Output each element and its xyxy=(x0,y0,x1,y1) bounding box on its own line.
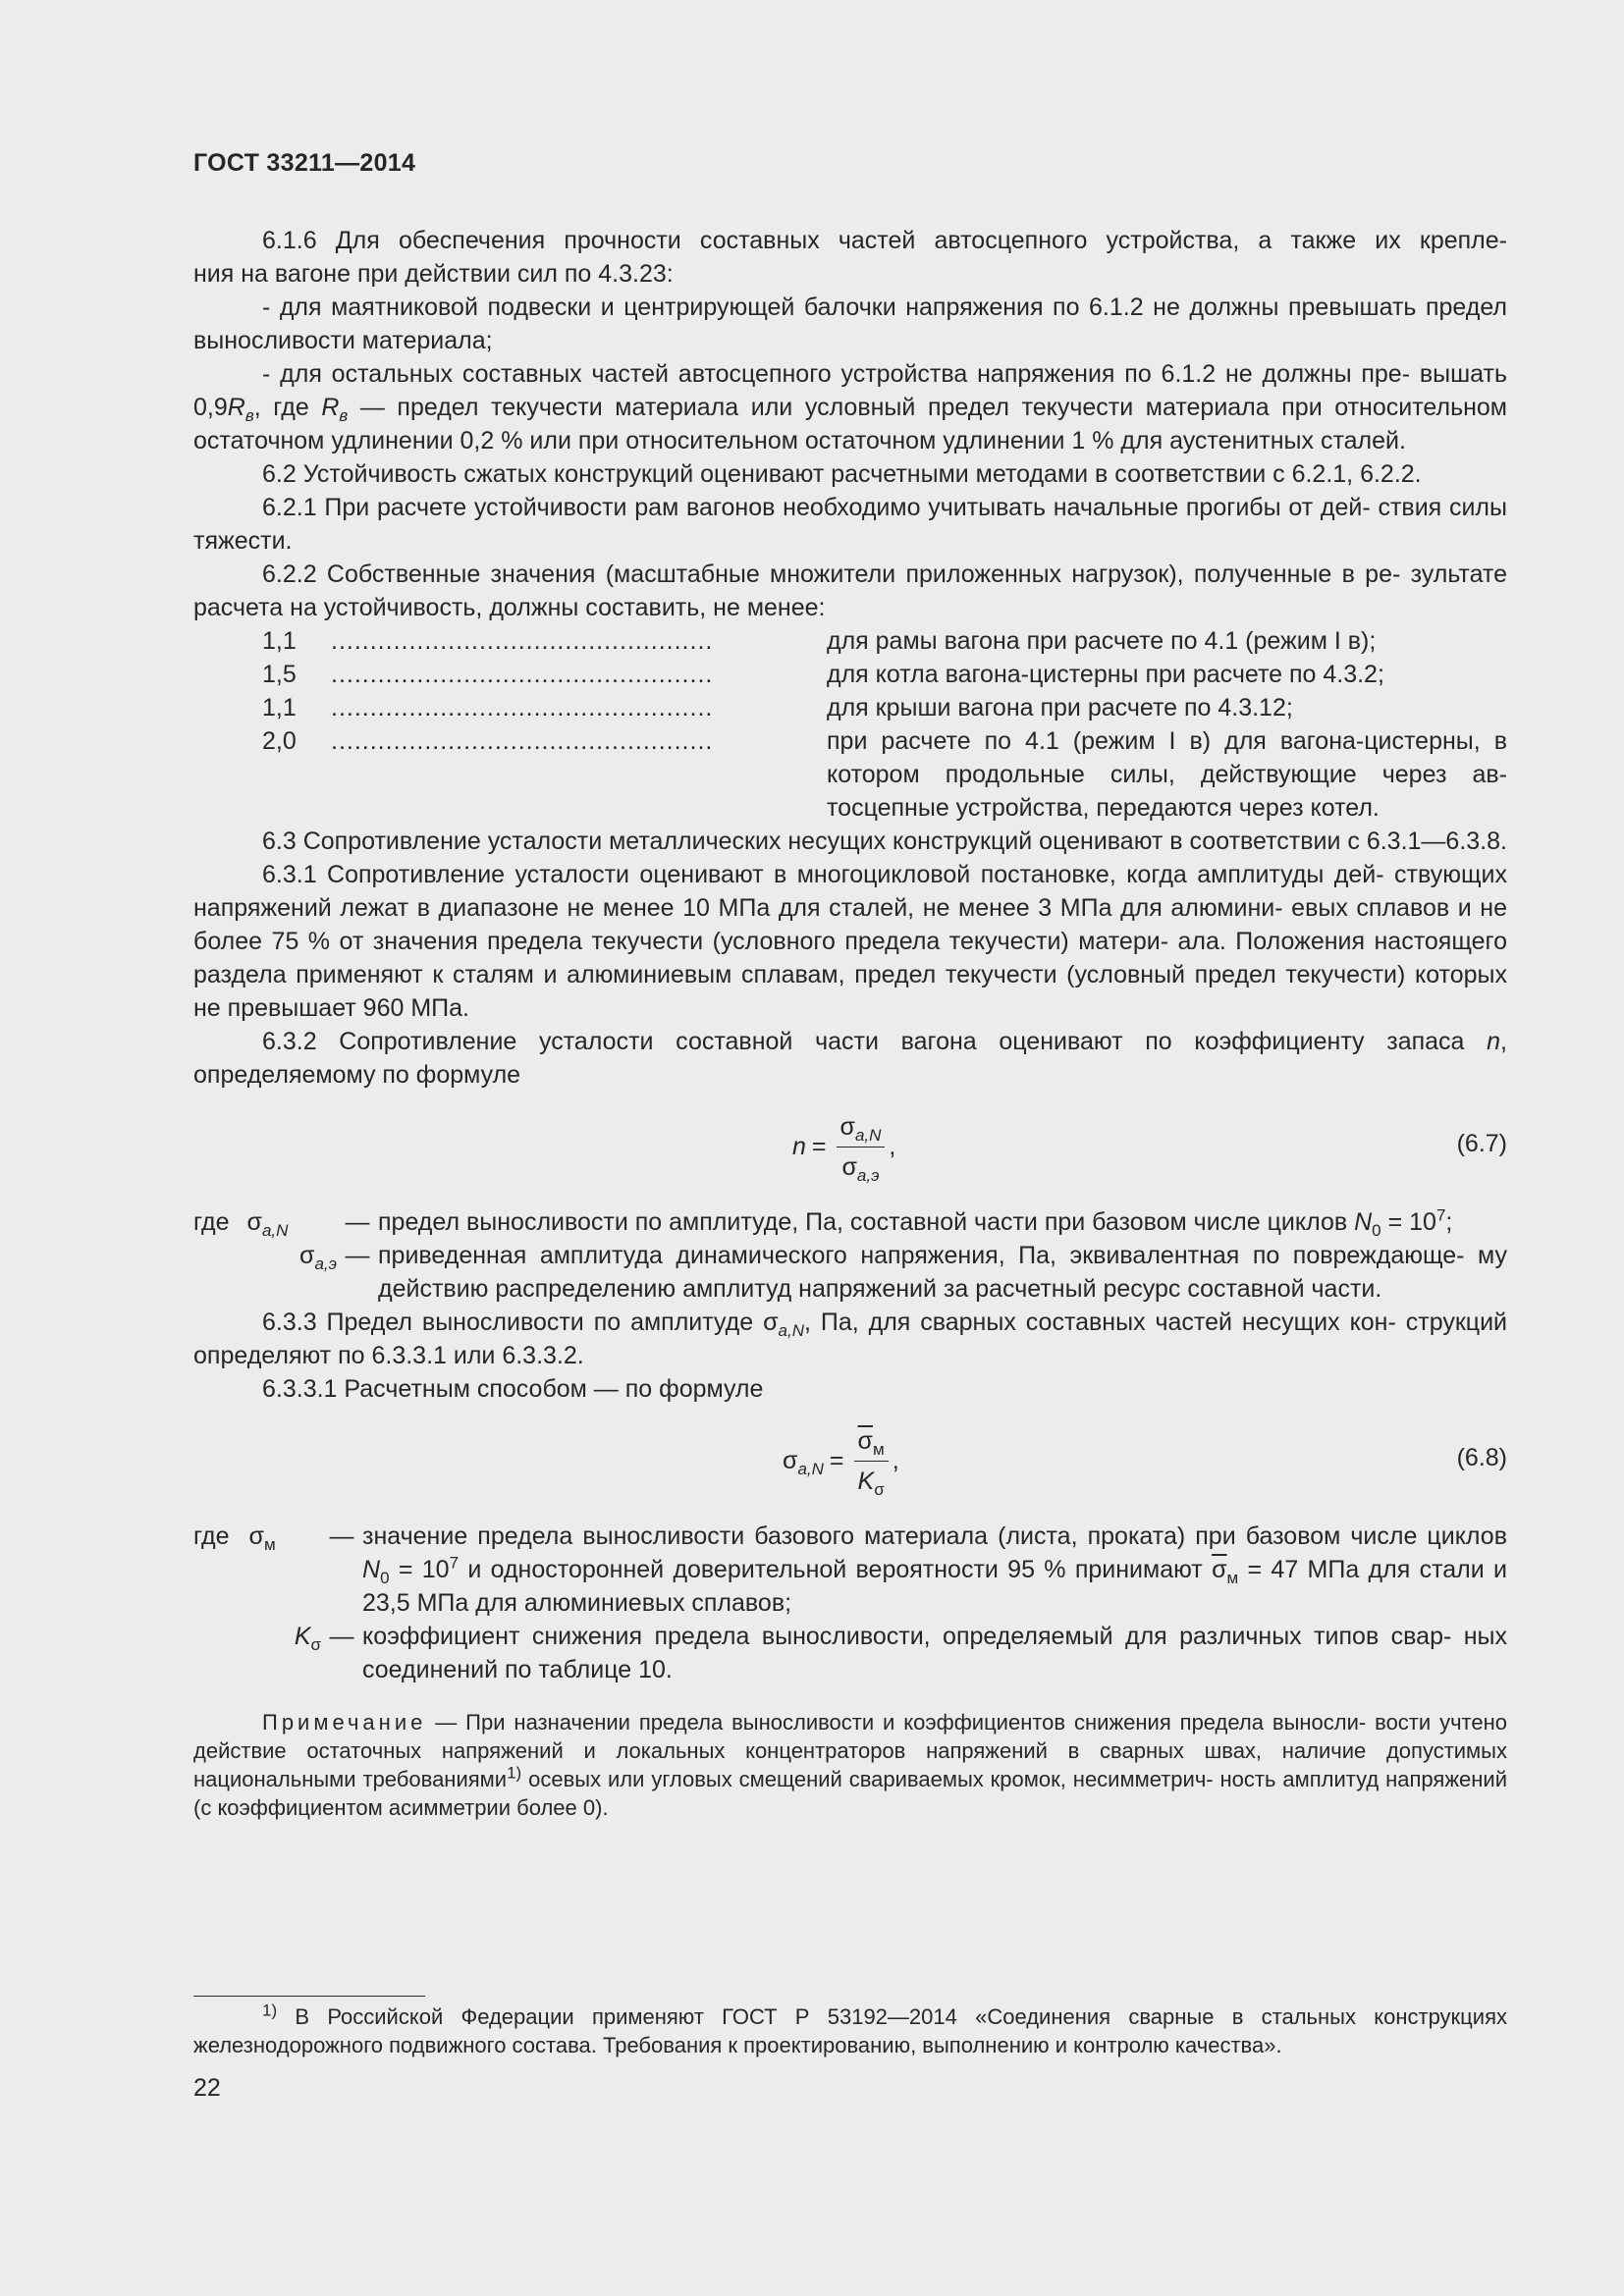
eigenvalue-list xyxy=(193,624,1507,825)
formula-6-8-expression: $\sigma_{a,N}$ = $\frac{\overline{\sigma}_м}{K_\sigma}$ , xyxy=(783,1415,899,1506)
list-item: 1,1 ................................................. для рамы вагона при расчете по 4.1 (режим I в); xyxy=(262,627,1377,655)
formula-6-8 xyxy=(193,1415,1507,1506)
paragraph-6-3-3-1: 6.3.3.1 Расчетным способом — по формуле xyxy=(262,1375,764,1403)
note: Примечание — При назначении предела выносливости и коэффициентов снижения предела выносли- вости учтено действие остаточных напряжений и локальных концентраторов напряжений в сварных швах, наличие допустимых национальными требованиями$^{1)}$ осевых или угловых смещений свариваемых кромок, несимметрич- ность амплитуд напряжений (с коэффициентом асимметрии более 0). xyxy=(193,1710,1507,1820)
formula-number: (6.7) xyxy=(1456,1130,1507,1157)
paragraph-6-2-2: 6.2.2 Собственные значения (масштабные множители приложенных нагрузок), полученные в ре- зультате расчета на устойчивость, должны составить, не менее: xyxy=(193,561,1507,621)
paragraph-6-3-2: 6.3.2 Сопротивление усталости составной части вагона оценивают по коэффициенту запаса n, определяемому по формуле xyxy=(193,1028,1507,1089)
where-label: где $\sigma_{a,N}$ xyxy=(193,1208,289,1240)
formula-number: (6.8) xyxy=(1456,1444,1507,1471)
page-number: 22 xyxy=(193,2074,221,2102)
where-row: $K_\sigma$ — коэффициент снижения предела выносливости, определяемый для различных типов свар- ных соединений по таблице 10. xyxy=(294,1623,1507,1683)
list-item: 1,1 ................................................. для крыши вагона при расчете по 4.3.12; xyxy=(262,694,1293,721)
bullet-pendulum-suspension: - для маятниковой подвески и центрирующей балочки напряжения по 6.1.2 не должны превышать предел выносливости материала; xyxy=(193,294,1507,354)
paragraph-6-3-1: 6.3.1 Сопротивление усталости оценивают в многоцикловой постановке, когда амплитуды дей- ствующих напряжений лежат в диапазоне не менее 10 МПа для сталей, не менее 3 МПа для алюмини- евых сплавов и не более 75 % от значения предела текучести (условного предела текучести) матери- ала. Положения настоящего раздела применяют к сталям и алюминиевым сплавам, предел текучести (условный предел текучести) которых не превышает 960 МПа. xyxy=(193,861,1507,1022)
footnote-separator xyxy=(193,1996,425,1997)
paragraph-6-3: 6.3 Сопротивление усталости металлических несущих конструкций оценивают в соответствии с 6.3.1—6.3.8. xyxy=(262,828,1507,855)
document-body xyxy=(193,224,1507,1822)
document-header: ГОСТ 33211—2014 xyxy=(193,149,416,177)
where-row: где $\sigma_{a,N}$ — предел выносливости по амплитуде, Па, составной части при базовом числе циклов $N_0 = 10^7$; xyxy=(193,1205,1453,1240)
paragraph-6-1-6-line-2: ния на вагоне при действии сил по 4.3.23: xyxy=(193,260,674,288)
footnote: $^{1)}$ В Российской Федерации применяют ГОСТ Р 53192—2014 «Соединения сварные в стальных конструкциях железнодорожного подвижного состава. Требования к проектированию, выполнению и контролю качества». xyxy=(193,2001,1507,2057)
formula-6-7-fraction: $\frac{\sigma_{a,N}}{\sigma_{a,э}}$ xyxy=(837,1110,886,1184)
bullet-other-parts: - для остальных составных частей автосцепного устройства напряжения по 6.1.2 не должны пре- вышать $0,9R_в$, где $R_в$ — предел текучести материала или условный предел текучести материала при относительном остаточном удлинении 0,2 % или при относительном остаточном удлинении 1 % для аустенитных сталей. xyxy=(193,360,1507,454)
formula-6-8-fraction: $\frac{\overline{\sigma}_м}{K_\sigma}$ xyxy=(854,1424,889,1498)
list-item: 1,5 ................................................. для котла вагона-цистерны при расчете по 4.3.2; xyxy=(262,661,1384,688)
formula-6-7-expression: n = $\frac{\sigma_{a,N}}{\sigma_{a,э}}$ , xyxy=(792,1101,895,1192)
formula-6-7 xyxy=(193,1101,1507,1192)
where-row: где $\sigma_м$ — значение предела выносливости базового материала (листа, проката) при базовом числе циклов $N_0 = 10^7$ и односторонней доверительной вероятности 95 % принимают $\overline{\sigma}_м = 47$ МПа для стали и 23,5 МПа для алюминиевых сплавов; xyxy=(193,1522,1507,1617)
list-item: 2,0 ................................................. при расчете по 4.1 (режим I в) для вагона-цистерны, в котором продольные силы, действующие через ав- тосцепные устройства, передаются через котел. xyxy=(262,727,1507,822)
paragraph-6-3-3: 6.3.3 Предел выносливости по амплитуде $\sigma_{a,N}$, Па, для сварных составных частей несущих кон- струкций определяют по 6.3.3.1 или 6.3.3.2. xyxy=(193,1308,1508,1369)
paragraph-6-1-6-line-1: 6.1.6 Для обеспечения прочности составных частей автосцепного устройства, а также их крепле- xyxy=(262,227,1507,254)
paragraph-6-2: 6.2 Устойчивость сжатых конструкций оценивают расчетными методами в соответствии с 6.2.1, 6.2.2. xyxy=(262,460,1422,488)
paragraph-6-2-1: 6.2.1 При расчете устойчивости рам вагонов необходимо учитывать начальные прогибы от дей- ствия силы тяжести. xyxy=(193,494,1507,555)
where-row: $\sigma_{a,э}$ — приведенная амплитуда динамического напряжения, Па, эквивалентная по повреждающе- му действию распределению амплитуд напряжений за расчетный ресурс составной части. xyxy=(299,1242,1507,1303)
